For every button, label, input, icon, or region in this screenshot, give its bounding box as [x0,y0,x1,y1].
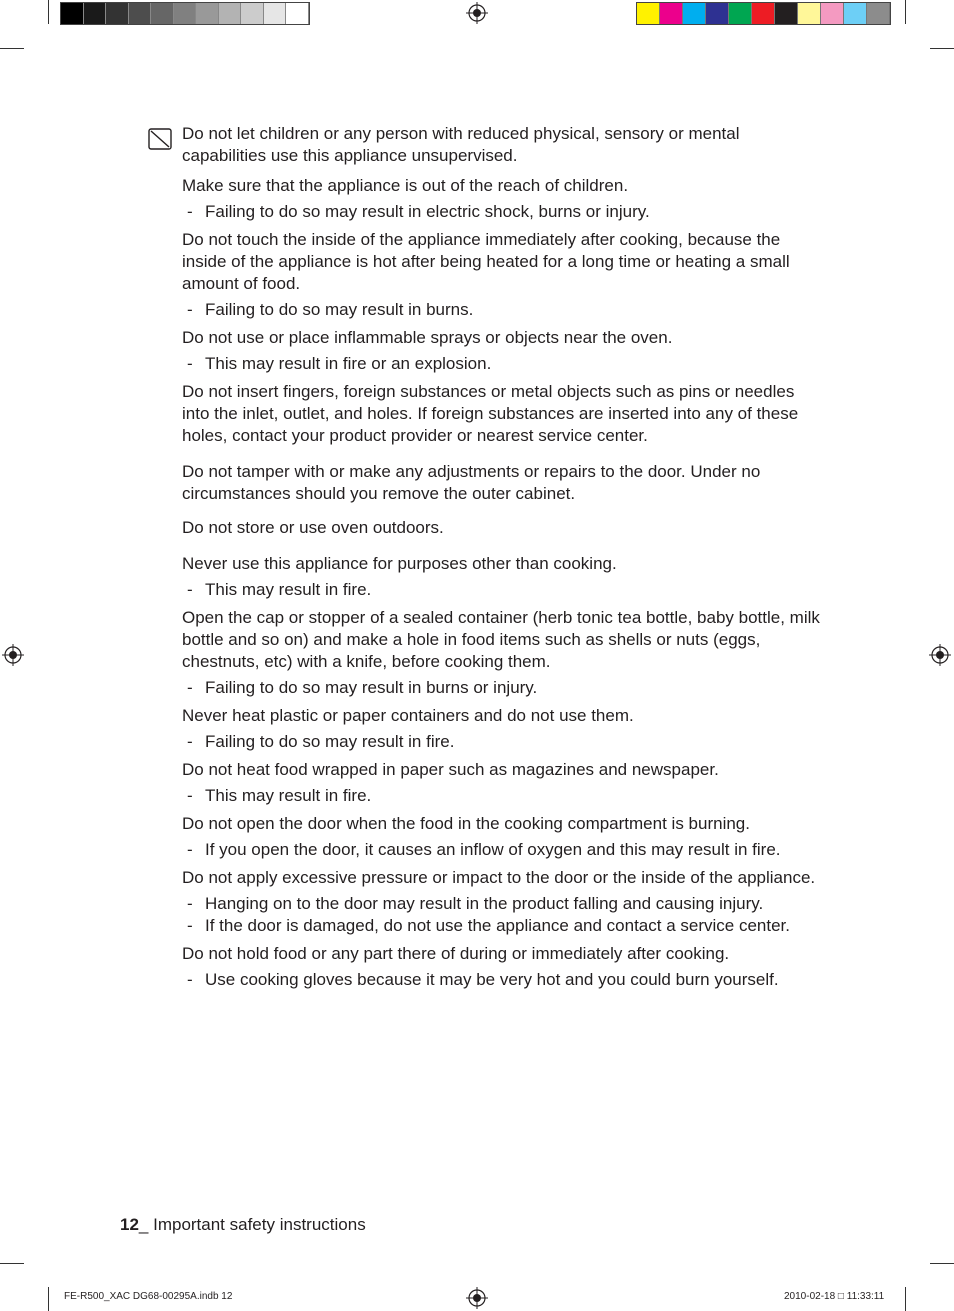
page-number: 12 [120,1215,139,1234]
file-slug: FE-R500_XAC DG68-00295A.indb 12 [64,1291,233,1302]
subitem-text: Failing to do so may result in fire. [205,732,455,751]
dash-bullet: - [187,678,193,697]
gray-swatch [286,3,309,24]
gray-swatch [264,3,287,24]
crop-mark [48,0,49,24]
subitem-text: Failing to do so may result in burns. [205,300,474,319]
crop-mark [930,1263,954,1264]
instruction-item: Do not touch the inside of the appliance immediately after cooking, because the inside of the appliance is hot after being heated for a long time or heating a small amount of food. [182,230,790,293]
gray-swatch [219,3,242,24]
process-color-bar [636,2,891,25]
subitem-text: If the door is damaged, do not use the appliance and contact a service center. [205,916,790,935]
instruction-item: Never heat plastic or paper containers and do not use them. [182,706,634,725]
subitem-text: This may result in fire or an explosion. [205,354,492,373]
subitem-text: If you open the door, it causes an inflow of oxygen and this may result in fire. [205,840,781,859]
dash-bullet: - [187,300,193,319]
instruction-subitem [182,731,822,753]
instruction-item: Never use this appliance for purposes other than cooking. [182,554,617,573]
color-swatch [660,3,683,24]
subitem-text: Failing to do so may result in electric shock, burns or injury. [205,202,650,221]
gray-swatch [196,3,219,24]
instruction-item: Do not insert fingers, foreign substances or metal objects such as pins or needles into the inlet, outlet, and holes. If foreign substances are inserted into any of these holes, contact your product provider or nearest service center. [182,382,799,445]
subitem-text: This may result in fire. [205,786,372,805]
instruction-item: Open the cap or stopper of a sealed container (herb tonic tea bottle, baby bottle, milk bottle and so on) and make a hole in food items such as shells or nuts (eggs, chestnuts, etc) with a knife, before cooking them. [182,608,820,671]
timestamp-slug: 2010-02-18 □ 11:33:11 [784,1291,885,1302]
subitem-text: Use cooking gloves because it may be very hot and you could burn yourself. [205,970,779,989]
crop-mark [48,1287,49,1311]
gray-swatch [84,3,107,24]
instruction-subitem [182,893,822,915]
page-footer [120,1215,366,1235]
dash-bullet: - [187,786,193,805]
crop-mark [0,48,24,49]
gray-swatch [106,3,129,24]
color-swatch [844,3,867,24]
registration-mark-icon [929,644,951,666]
instruction-item: Do not use or place inflammable sprays or objects near the oven. [182,328,673,347]
instruction-subitem [182,677,822,699]
crop-mark [0,1263,24,1264]
instruction-item: Do not store or use oven outdoors. [182,518,444,537]
color-swatch [637,3,660,24]
color-swatch [683,3,706,24]
gray-swatch [241,3,264,24]
dash-bullet: - [187,970,193,989]
instruction-subitem [182,915,822,937]
section-title: _ Important safety instructions [138,1215,366,1234]
color-swatch [752,3,775,24]
color-swatch [729,3,752,24]
instruction-subitem [182,839,822,861]
instruction-item: Do not open the door when the food in the cooking compartment is burning. [182,814,750,833]
instruction-subitem [182,353,822,375]
instruction-item: Do not tamper with or make any adjustments or repairs to the door. Under no circumstances should you remove the outer cabinet. [182,462,761,503]
instruction-subitem [182,579,822,601]
instruction-item: Make sure that the appliance is out of the reach of children. [182,176,629,195]
instruction-subitem [182,785,822,807]
dash-bullet: - [187,354,193,373]
safety-instructions-list [182,123,822,997]
color-swatch [706,3,729,24]
gray-swatch [151,3,174,24]
dash-bullet: - [187,894,193,913]
dash-bullet: - [187,840,193,859]
registration-mark-icon [466,2,488,24]
instruction-item: Do not apply excessive pressure or impact to the door or the inside of the appliance. [182,868,816,887]
subitem-text: This may result in fire. [205,580,372,599]
color-swatch [798,3,821,24]
subitem-text: Failing to do so may result in burns or injury. [205,678,538,697]
instruction-subitem [182,299,822,321]
instruction-subitem [182,969,822,991]
no-symbol-icon [148,128,172,150]
registration-mark-icon [2,644,24,666]
grayscale-color-bar [60,2,310,25]
instruction-item: Do not let children or any person with reduced physical, sensory or mental capabilities use this appliance unsupervised. [182,124,740,165]
instruction-item: Do not heat food wrapped in paper such as magazines and newspaper. [182,760,719,779]
dash-bullet: - [187,580,193,599]
color-swatch [821,3,844,24]
gray-swatch [129,3,152,24]
registration-mark-icon [466,1287,488,1309]
crop-mark [905,0,906,24]
instruction-item: Do not hold food or any part there of during or immediately after cooking. [182,944,730,963]
crop-mark [905,1287,906,1311]
crop-mark [930,48,954,49]
subitem-text: Hanging on to the door may result in the product falling and causing injury. [205,894,764,913]
dash-bullet: - [187,202,193,221]
dash-bullet: - [187,732,193,751]
color-swatch [867,3,890,24]
dash-bullet: - [187,916,193,935]
color-swatch [775,3,798,24]
gray-swatch [61,3,84,24]
instruction-subitem [182,201,822,223]
gray-swatch [174,3,197,24]
